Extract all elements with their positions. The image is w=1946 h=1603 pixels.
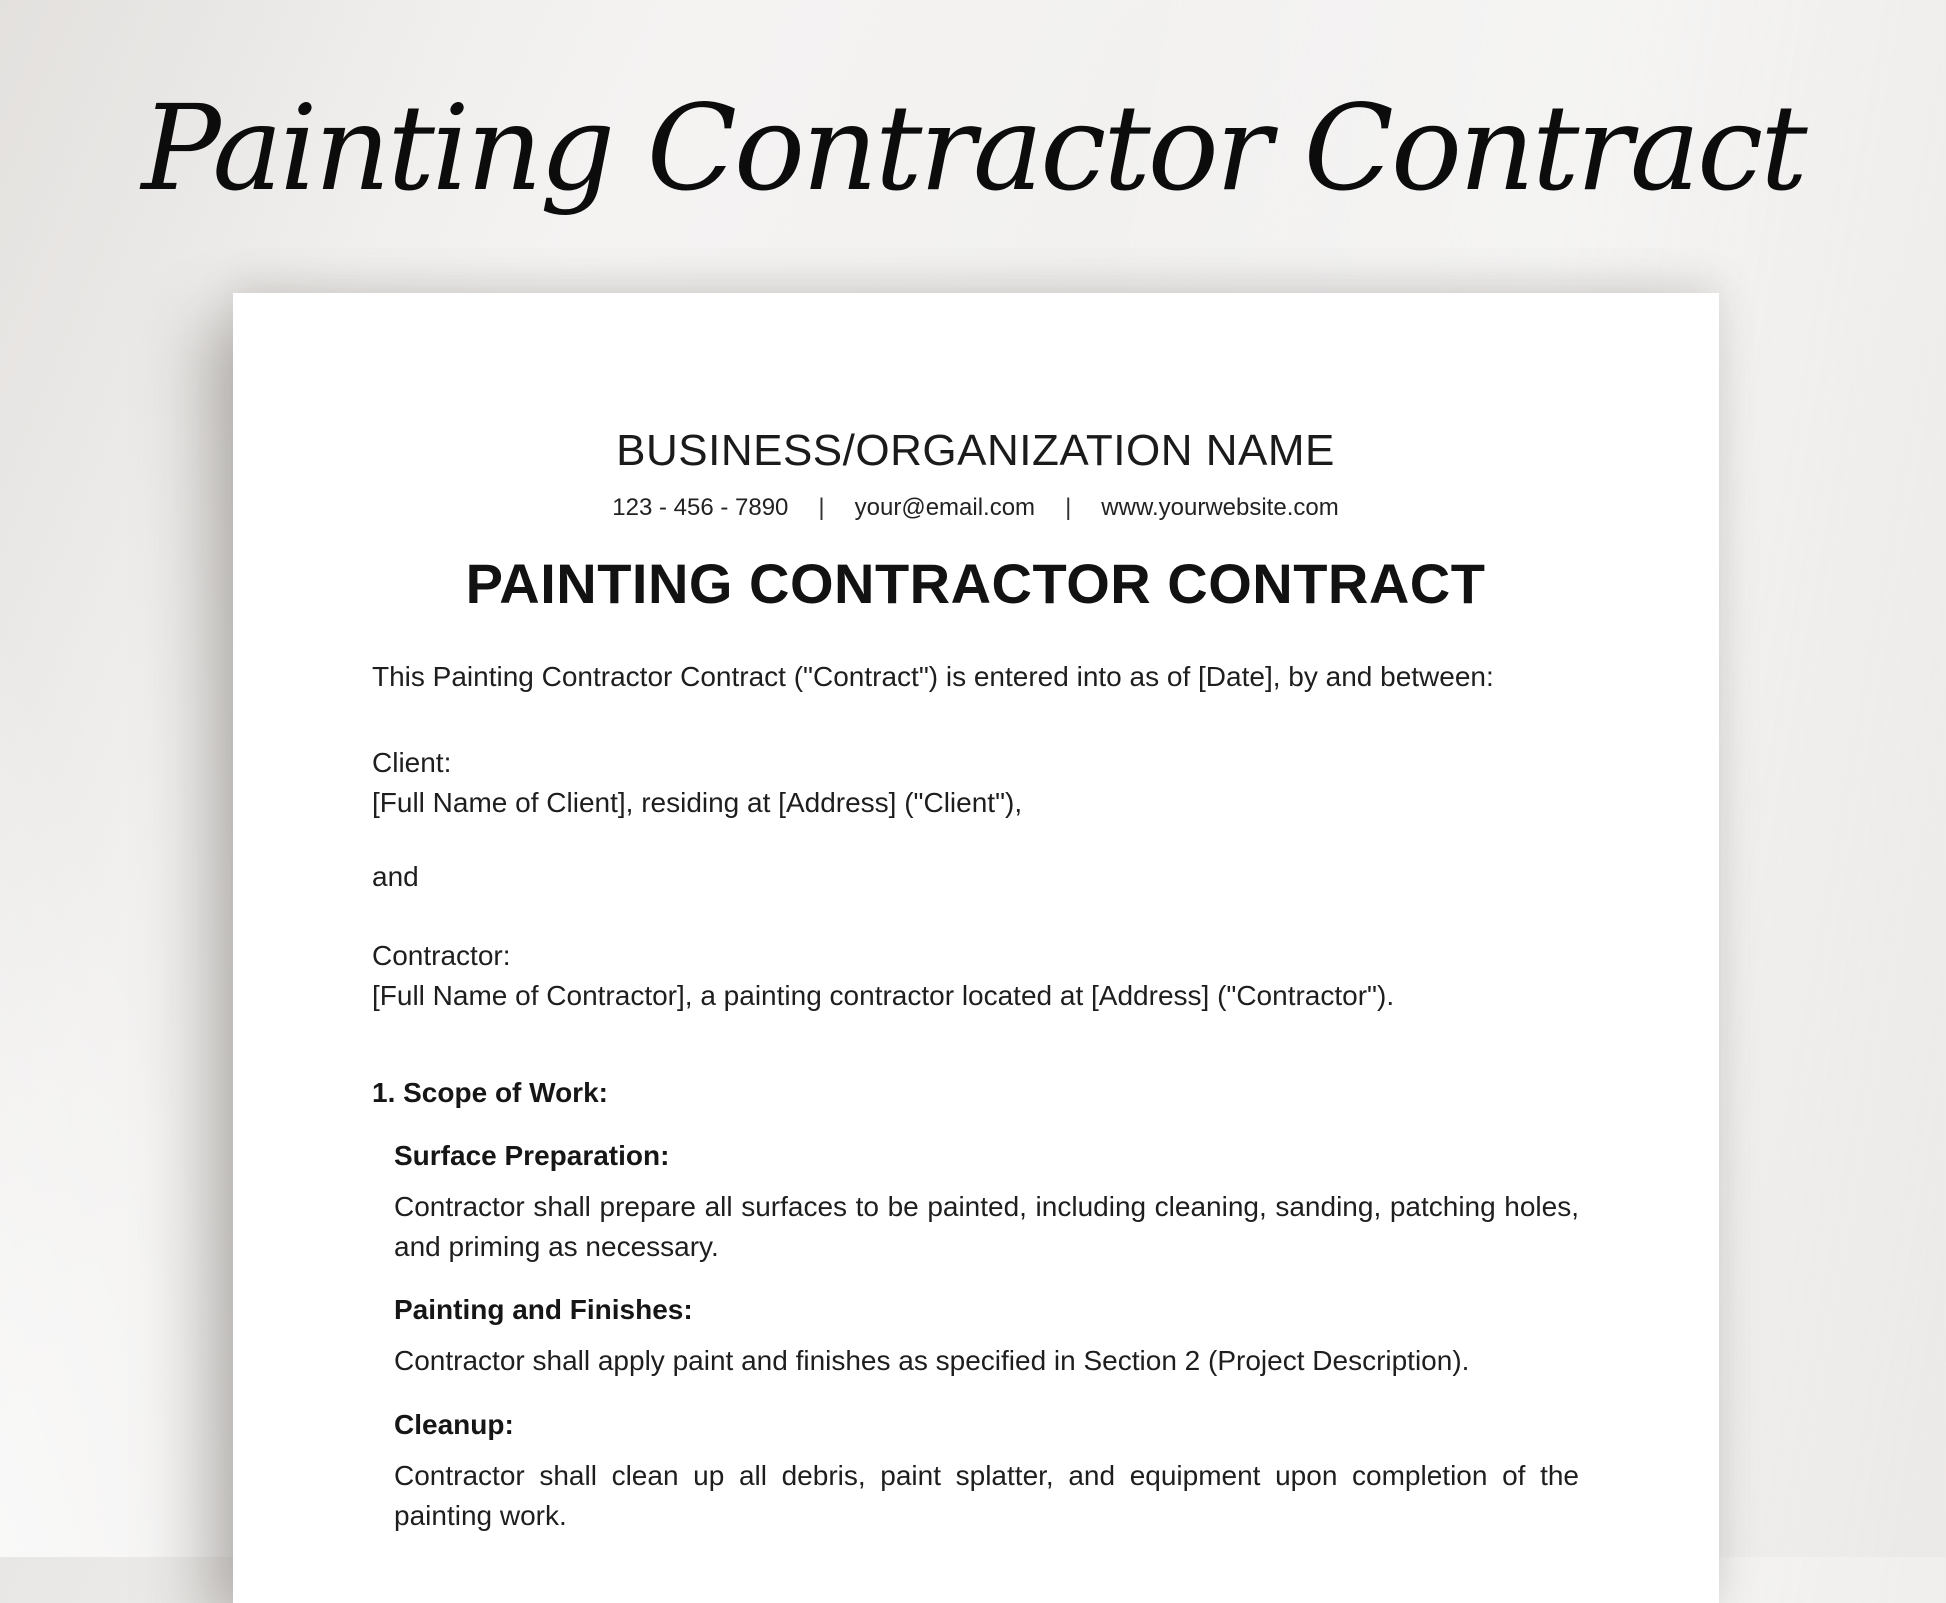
subheading-painting-and-finishes: Painting and Finishes: (394, 1294, 693, 1325)
phone-number: 123 - 456 - 7890 (612, 494, 789, 521)
section-heading-scope-of-work: 1. Scope of Work: (372, 1077, 608, 1108)
contact-line (372, 495, 1579, 521)
contractor-detail: [Full Name of Contractor], a painting contractor located at [Address] ("Contractor"). (372, 980, 1395, 1011)
client-label: Client: (372, 747, 452, 778)
paragraph-surface-preparation: Contractor shall prepare all surfaces to be painted, including cleaning, sanding, patching holes, and priming as necessary. (394, 1191, 1579, 1262)
contractor-label: Contractor: (372, 940, 511, 971)
conjunction-text: and (372, 861, 419, 892)
client-detail: [Full Name of Client], residing at [Address] ("Client"), (372, 787, 1023, 818)
document-title: PAINTING CONTRACTOR CONTRACT (465, 552, 1486, 615)
intro-paragraph: This Painting Contractor Contract ("Contract") is entered into as of [Date], by and between: (372, 661, 1494, 692)
subheading-cleanup: Cleanup: (394, 1409, 514, 1440)
client-block (372, 743, 1579, 823)
letterhead (372, 426, 1579, 521)
paragraph-cleanup: Contractor shall clean up all debris, paint splatter, and equipment upon completion of the painting work. (394, 1460, 1579, 1531)
website-url: www.yourwebsite.com (1101, 494, 1339, 521)
subheading-surface-preparation: Surface Preparation: (394, 1140, 670, 1171)
separator-bar: | (1065, 494, 1072, 521)
contractor-block (372, 936, 1579, 1016)
paragraph-painting-and-finishes: Contractor shall apply paint and finishes as specified in Section 2 (Project Description). (394, 1345, 1470, 1376)
contract-document-page (233, 293, 1719, 1603)
business-name: BUSINESS/ORGANIZATION NAME (616, 426, 1335, 475)
page-title: Painting Contractor Contract (141, 79, 1805, 217)
separator-bar: | (818, 494, 825, 521)
email-address: your@email.com (854, 494, 1036, 521)
